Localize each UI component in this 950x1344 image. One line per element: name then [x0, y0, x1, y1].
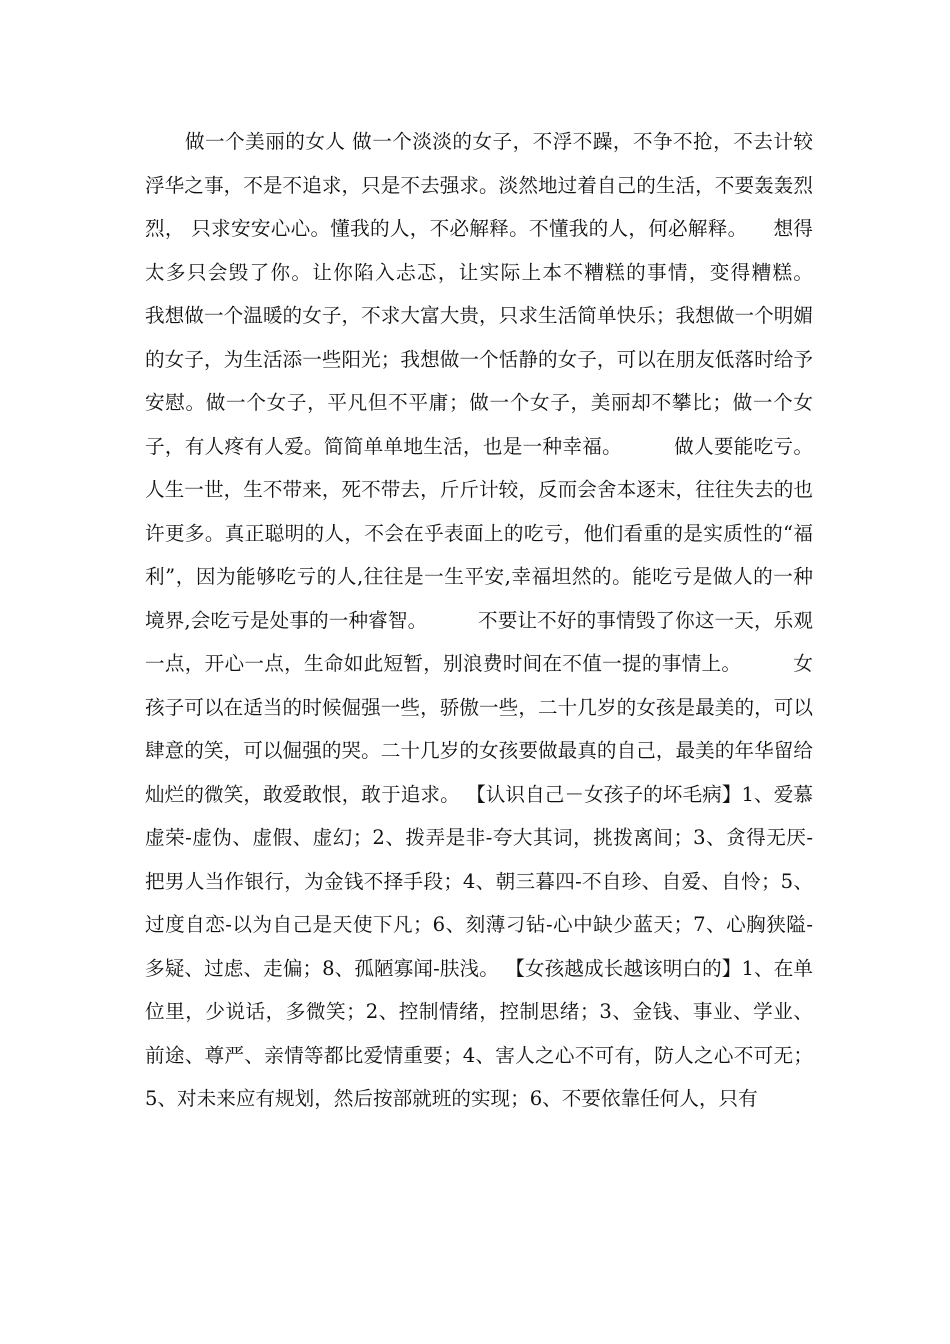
- body-paragraph: 做一个美丽的女人 做一个淡淡的女子，不浮不躁，不争不抢，不去计较浮华之事，不是不追求，只是不去强求。淡然地过着自己的生活，不要轰轰烈烈， 只求安安心心。懂我的人，不必解释。不懂我的人，何必解释。 想得太多只会毁了你。让你陷入忐忑，让实际上本不糟糕的事情，变得糟糕。 我想做一个温暖的女子，不求大富大贵，只求生活简单快乐；我想做一个明媚的女子，为生活添一些阳光；我想做一个恬静的女子，可以在朋友低落时给予安慰。做一个女子，平凡但不平庸；做一个女子，美丽却不攀比；做一个女子，有人疼有人爱。简简单单地生活，也是一种幸福。 做人要能吃亏。人生一世，生不带来，死不带去，斤斤计较，反而会舍本逐末，往往失去的也许更多。真正聪明的人，不会在乎表面上的吃亏，他们看重的是实质性的“福利”，因为能够吃亏的人,往往是一生平安,幸福坦然的。能吃亏是做人的一种境界,会吃亏是处事的一种睿智。 不要让不好的事情毁了你这一天，乐观一点，开心一点，生命如此短暂，别浪费时间在不值一提的事情上。 女孩子可以在适当的时候倔强一些，骄傲一些，二十几岁的女孩是最美的，可以肆意的笑，可以倔强的哭。二十几岁的女孩要做最真的自己，最美的年华留给灿烂的微笑，敢爱敢恨，敢于追求。 【认识自己－女孩子的坏毛病】1、爱慕虚荣-虚伪、虚假、虚幻；2、拨弄是非-夸大其词，挑拨离间；3、贪得无厌-把男人当作银行，为金钱不择手段；4、朝三暮四-不自珍、自爱、自怜；5、过度自恋-以为自己是天使下凡；6、刻薄刁钻-心中缺少蓝天；7、心胸狭隘-多疑、过虑、走偏；8、孤陋寡闻-肤浅。 【女孩越成长越该明白的】1、在单位里，少说话，多微笑；2、控制情绪，控制思绪；3、金钱、事业、学业、前途、尊严、亲情等都比爱情重要；4、害人之心不可有，防人之心不可无；5、对未来应有规划，然后按部就班的实现；6、不要依靠任何人，只有: [145, 130, 863, 1110]
